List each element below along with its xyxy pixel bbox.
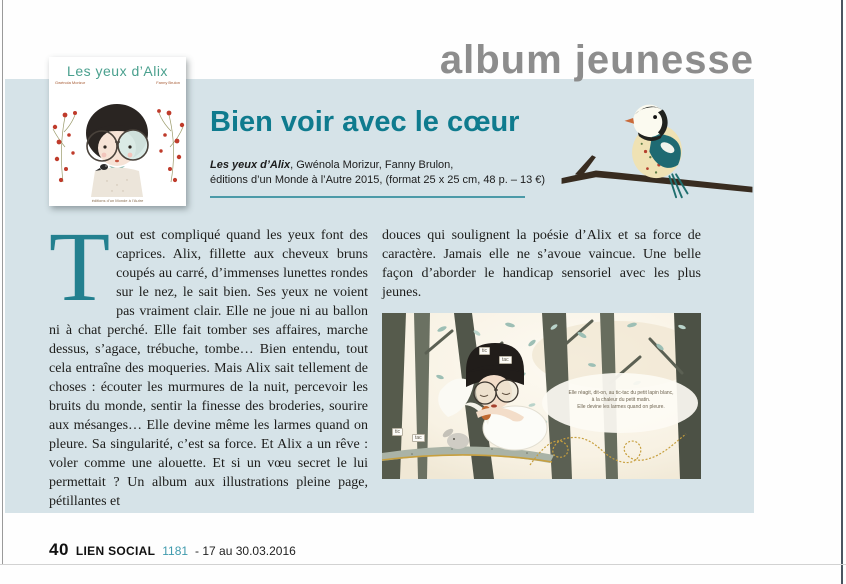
book-reference xyxy=(210,158,550,188)
book-cover-publisher: éditions d’un Monde à l’Autre xyxy=(91,198,144,203)
reference-edition: éditions d’un Monde à l’Autre 2015, (format 25 x 25 cm, 48 p. – 13 €) xyxy=(210,174,546,186)
body-column-1 xyxy=(49,211,368,511)
caption-line-1: Elle réagit, dit-on, au tic-tac du petit lapin blanc, xyxy=(568,390,674,396)
caption-line-2: à la chaleur du petit matin. xyxy=(591,397,651,403)
magazine-name: LIEN SOCIAL xyxy=(75,544,156,558)
page-right-edge xyxy=(841,0,843,584)
tic-label-left: tic xyxy=(392,428,403,436)
book-cover-illustration xyxy=(49,87,186,197)
bird-on-branch-illustration xyxy=(557,98,757,203)
reference-authors: , Gwénola Morizur, Fanny Brulon, xyxy=(290,159,454,171)
book-cover-authors xyxy=(55,80,180,85)
book-cover-title: Les yeux d’Alix xyxy=(67,63,168,79)
book-cover-author-right: Fanny Brulon xyxy=(156,80,180,85)
page-footer xyxy=(49,540,296,560)
book-cover xyxy=(49,57,186,206)
issue-number: 1181 xyxy=(162,544,189,558)
illustration-caption xyxy=(550,390,692,411)
issue-dates: - 17 au 30.03.2016 xyxy=(195,544,296,558)
body-text-2: douces qui soulignent la poésie d’Alix et sa force de caractère. Jamais elle ne s’avoue vaincue. Une belle façon d’aborder le handicap sensoriel avec les plus jeunes. xyxy=(382,228,701,300)
page-number: 40 xyxy=(49,540,69,559)
page-bottom-edge xyxy=(0,564,846,565)
book-cover-author-left: Gwénola Morizur xyxy=(55,80,86,85)
tic-label-top: tic xyxy=(479,347,490,355)
dropcap: T xyxy=(49,211,111,322)
book-spread-illustration xyxy=(382,313,701,479)
reference-book-title: Les yeux d’Alix xyxy=(210,159,291,171)
body-text-1: out est compliqué quand les yeux font des caprices. Alix, fillette aux cheveux bruns coupés au carré, d’immenses lunettes rondes sur le nez, le sait bien. Ses yeux ne voient pas vraiment clair. Elle ne joue ni au ballon ni à chat perché. Elle fait tomber ses affaires, marche dessus, s’agace, trébuche, tombe… Bien entendu, tout cela entraîne des moqueries. Mais Alix sait tellement de choses : écouter les murmures de la nuit, percevoir les bruits du monde, sentir la finesse des broderies, sourire aux mésanges… Elle devine même les larmes quand on pleure. Sa singularité, c’est sa force. Et Alix a un rêve : voler comme une alouette. Et si un vœu secret le lui permettait ? Un album aux illustrations pleine page, pétillantes et xyxy=(49,228,368,509)
reference-underline xyxy=(210,196,525,198)
caption-line-3: Elle devine les larmes quand on pleure. xyxy=(577,404,665,410)
section-heading: album jeunesse xyxy=(439,38,754,82)
article-title: Bien voir avec le cœur xyxy=(210,106,520,138)
tac-label-top: tac xyxy=(499,356,512,364)
tac-label-left: tac xyxy=(412,434,425,442)
page-left-edge xyxy=(2,0,3,564)
